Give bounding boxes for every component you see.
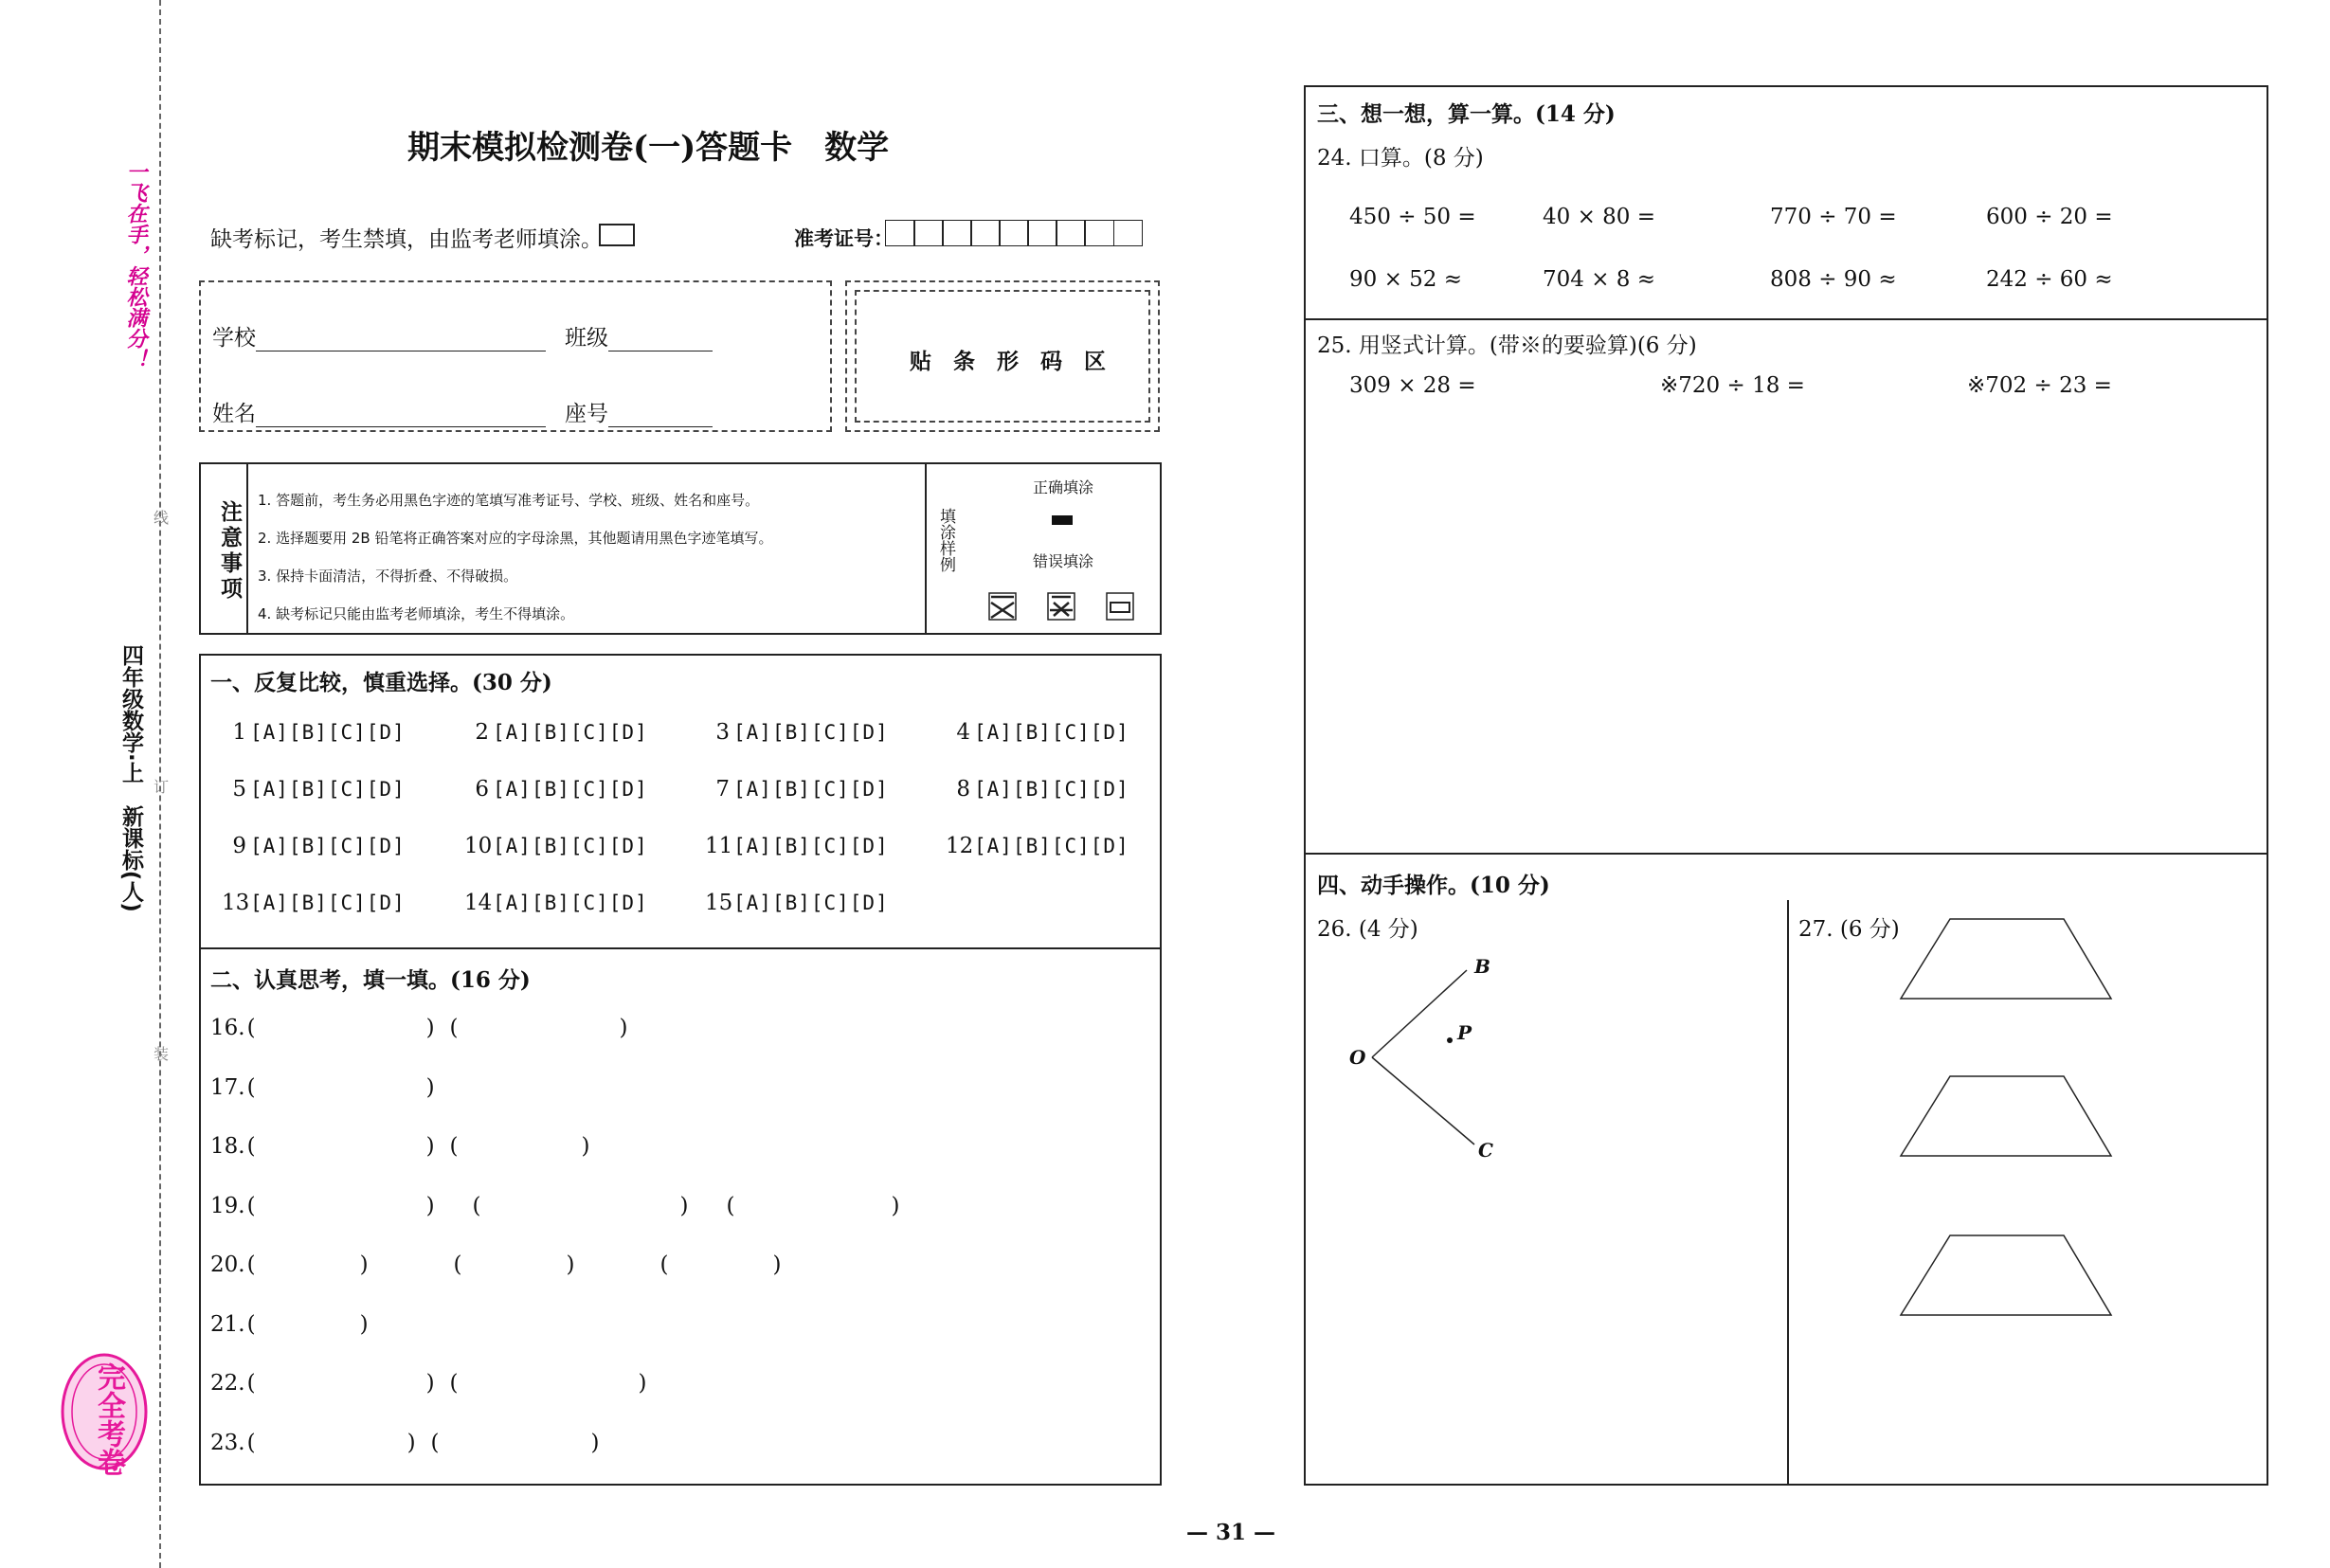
exam-id-box[interactable] (970, 220, 1001, 246)
answer-blank[interactable]: ( ) (246, 1074, 435, 1100)
choice-bubbles[interactable]: [A][B][C][D] (974, 835, 1129, 857)
fill-question (210, 1134, 590, 1159)
seat-label: 座号 (565, 402, 608, 426)
choice-number: 11 (705, 834, 733, 858)
choice-question (464, 891, 648, 915)
brand-logo (59, 1345, 150, 1487)
class-label: 班级 (565, 326, 608, 351)
fill-question (210, 1371, 647, 1396)
fill-number: 19. (210, 1193, 245, 1218)
section3-title: 三、想一想，算一算。(14 分) (1317, 101, 1616, 127)
oral-calc-item: 242 ÷ 60 ≈ (1986, 267, 2113, 292)
q27-title: 27. (6 分) (1798, 917, 1900, 942)
q24-title: 24. 口算。(8 分) (1317, 146, 1484, 171)
section4-box (1304, 853, 2268, 1486)
barcode-label: 贴 条 形 码 区 (910, 349, 1106, 374)
vertical-calc-workspace[interactable] (1306, 409, 2267, 853)
answer-blank[interactable]: ( ) (449, 1016, 628, 1040)
exam-id-box[interactable] (1084, 220, 1114, 246)
seat-line[interactable] (608, 406, 713, 427)
section4-title: 四、动手操作。(10 分) (1317, 873, 1550, 898)
choice-question (705, 834, 889, 858)
choice-number: 6 (475, 777, 489, 802)
exam-id-box[interactable] (999, 220, 1029, 246)
choice-question (222, 777, 406, 802)
choice-number: 7 (715, 777, 730, 802)
section2-box (199, 947, 1162, 1486)
exam-id-box[interactable] (1027, 220, 1057, 246)
point-label-c: C (1478, 1139, 1493, 1162)
choice-number: 13 (222, 891, 250, 915)
trapezoid-figure-2[interactable] (1893, 1069, 2121, 1163)
choice-number: 12 (946, 834, 974, 858)
choice-question (705, 777, 889, 802)
answer-blank[interactable]: ( ) (246, 1016, 435, 1040)
oral-calc-item: 704 × 8 ≈ (1543, 267, 1656, 292)
exam-id-label: 准考证号： (794, 226, 894, 250)
class-line[interactable] (608, 330, 713, 351)
student-info-box (199, 280, 832, 432)
fill-number: 23. (210, 1430, 245, 1455)
school-label: 学校 (212, 326, 256, 351)
choice-question (946, 720, 1129, 745)
vertical-calc-item: ※720 ÷ 18 = (1660, 373, 1805, 398)
choice-bubbles[interactable]: [A][B][C][D] (733, 835, 889, 857)
oral-calc-item: 450 ÷ 50 = (1349, 205, 1476, 229)
fill-question (210, 1253, 781, 1277)
answer-blank[interactable]: ( ) (472, 1193, 689, 1218)
q25-title: 25. 用竖式计算。(带※的要验算)(6 分) (1317, 333, 1697, 358)
choice-number: 4 (956, 720, 970, 745)
fill-question (210, 1075, 435, 1100)
point-label-b: B (1474, 955, 1490, 978)
answer-blank[interactable]: ( ) (430, 1430, 600, 1455)
section2-title: 二、认真思考，填一填。(16 分) (210, 967, 531, 993)
choice-bubbles[interactable]: [A][B][C][D] (493, 835, 648, 857)
absent-mark-box[interactable] (599, 224, 635, 246)
answer-blank[interactable]: ( ) (246, 1134, 435, 1159)
choice-bubbles[interactable]: [A][B][C][D] (493, 778, 648, 801)
notes-box (199, 462, 1162, 635)
choice-question (705, 891, 889, 915)
note-item: 3. 保持卡面清洁，不得折叠、不得破损。 (258, 568, 518, 585)
section1-box (199, 654, 1162, 949)
oral-calc-item: 770 ÷ 70 = (1770, 205, 1897, 229)
fill-question (210, 1431, 600, 1455)
choice-question (222, 720, 406, 745)
answer-blank[interactable]: ( ) (246, 1193, 435, 1218)
choice-bubbles[interactable]: [A][B][C][D] (733, 778, 889, 801)
fill-number: 16. (210, 1016, 245, 1040)
cut-mark-zhuang: 装 (154, 1045, 170, 1063)
exam-id-box[interactable] (885, 220, 915, 246)
choice-number: 3 (715, 720, 730, 745)
fill-sample-title: 填涂样例 (936, 508, 955, 572)
choice-bubbles[interactable]: [A][B][C][D] (493, 892, 648, 914)
answer-blank[interactable]: ( ) (726, 1193, 900, 1218)
oral-calc-item: 600 ÷ 20 = (1986, 205, 2113, 229)
exam-id-box[interactable] (942, 220, 972, 246)
oral-calc-item: 808 ÷ 90 ≈ (1770, 267, 1897, 292)
page-title: 期末模拟检测卷(一)答题卡 数学 (407, 129, 890, 167)
choice-number: 14 (464, 891, 493, 915)
class-field[interactable] (565, 320, 713, 351)
trapezoid-figure-3[interactable] (1893, 1228, 2121, 1323)
correct-fill-label: 正确填涂 (1033, 478, 1094, 496)
correct-fill-sample (1052, 515, 1073, 525)
notes-title: 注意事项 (217, 500, 243, 603)
wrong-fill-label: 错误填涂 (1033, 552, 1094, 570)
fill-number: 20. (210, 1253, 245, 1277)
choice-question (464, 720, 648, 745)
choice-number: 15 (705, 891, 733, 915)
note-item: 2. 选择题要用 2B 铅笔将正确答案对应的字母涂黑，其他题请用黑色字迹笔填写。 (258, 530, 773, 547)
choice-number: 8 (956, 777, 970, 802)
sidebar-tagline: 一飞在手，轻松满分！ (123, 161, 148, 369)
exam-id-box[interactable] (1056, 220, 1086, 246)
q26-title: 26. (4 分) (1317, 917, 1418, 942)
choice-bubbles[interactable]: [A][B][C][D] (974, 778, 1129, 801)
name-label: 姓名 (212, 402, 256, 426)
school-field[interactable] (212, 320, 546, 351)
seat-field[interactable] (565, 396, 713, 427)
cut-mark-ding: 订 (154, 778, 170, 796)
choice-number: 2 (475, 720, 489, 745)
section1-title: 一、反复比较，慎重选择。(30 分) (210, 670, 552, 695)
answer-blank[interactable]: ( ) (453, 1253, 575, 1277)
point-label-o: O (1349, 1046, 1366, 1069)
fill-question (210, 1312, 369, 1337)
choice-question (705, 720, 889, 745)
choice-number: 10 (464, 834, 493, 858)
choice-question (464, 834, 648, 858)
answer-blank[interactable]: ( ) (246, 1253, 369, 1277)
absent-note: 缺考标记，考生禁填，由监考老师填涂。 (210, 227, 603, 252)
sidebar-grade: 四年级数学·上 新课标(人) (118, 644, 143, 912)
choice-question (946, 834, 1129, 858)
exam-id-box[interactable] (1113, 220, 1144, 246)
school-line[interactable] (256, 330, 546, 351)
answer-blank[interactable]: ( ) (246, 1311, 369, 1337)
choice-bubbles[interactable]: [A][B][C][D] (733, 892, 889, 914)
choice-question (946, 777, 1129, 802)
choice-bubbles[interactable]: [A][B][C][D] (974, 721, 1129, 744)
choice-bubbles[interactable]: [A][B][C][D] (250, 835, 406, 857)
choice-number: 9 (232, 834, 246, 858)
wrong-fill-samples (987, 591, 1139, 627)
note-item: 4. 缺考标记只能由监考老师填涂，考生不得填涂。 (258, 605, 575, 622)
vertical-calc-item: 309 × 28 = (1349, 373, 1476, 398)
choice-question (222, 834, 406, 858)
fill-question (210, 1016, 628, 1040)
choice-bubbles[interactable]: [A][B][C][D] (733, 721, 889, 744)
answer-blank[interactable]: ( ) (659, 1253, 782, 1277)
note-item: 1. 答题前，考生务必用黑色字迹的笔填写准考证号、学校、班级、姓名和座号。 (258, 492, 760, 509)
fill-number: 18. (210, 1134, 245, 1159)
choice-bubbles[interactable]: [A][B][C][D] (250, 892, 406, 914)
fill-question (210, 1194, 899, 1218)
choice-bubbles[interactable]: [A][B][C][D] (493, 721, 648, 744)
section3-box (1304, 85, 2268, 855)
name-field[interactable] (212, 396, 546, 427)
choice-question (222, 891, 406, 915)
answer-blank[interactable]: ( ) (246, 1371, 435, 1396)
trapezoid-figure-1[interactable] (1893, 911, 2121, 1006)
exam-id-boxes[interactable] (885, 220, 1143, 246)
oral-calc-item: 90 × 52 ≈ (1349, 267, 1463, 292)
choice-number: 1 (232, 720, 246, 745)
fill-number: 22. (210, 1371, 245, 1396)
page-number: — 31 — (1186, 1520, 1276, 1545)
brand-logo-text: 完全考卷 (92, 1362, 125, 1476)
name-line[interactable] (256, 406, 546, 427)
point-label-p: P (1457, 1021, 1472, 1044)
choice-question (464, 777, 648, 802)
exam-id-box[interactable] (913, 220, 944, 246)
oral-calc-item: 40 × 80 = (1543, 205, 1656, 229)
fill-number: 17. (210, 1074, 245, 1100)
answer-blank[interactable]: ( ) (449, 1371, 647, 1396)
vertical-calc-item: ※702 ÷ 23 = (1967, 373, 2112, 398)
choice-bubbles[interactable]: [A][B][C][D] (250, 721, 406, 744)
fill-number: 21. (210, 1311, 245, 1337)
barcode-area (845, 280, 1160, 432)
choice-number: 5 (232, 777, 246, 802)
answer-blank[interactable]: ( ) (246, 1430, 416, 1455)
cut-mark-xian: 线 (154, 509, 170, 527)
answer-blank[interactable]: ( ) (449, 1134, 590, 1159)
choice-bubbles[interactable]: [A][B][C][D] (250, 778, 406, 801)
